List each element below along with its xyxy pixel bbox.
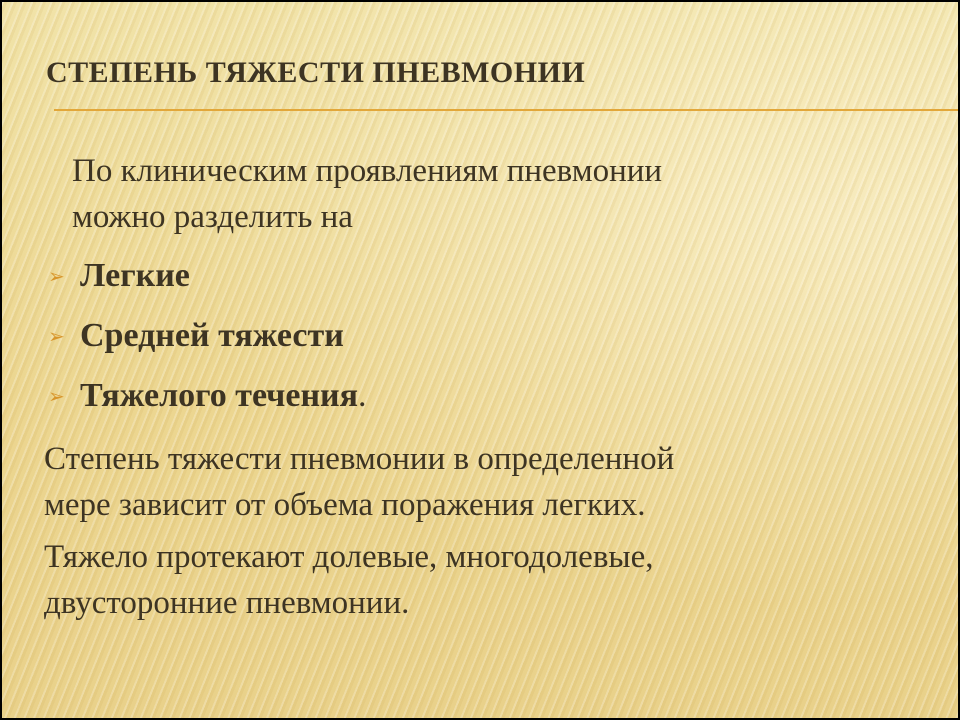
bullet-item-moderate bbox=[44, 310, 924, 370]
paragraph-severity-volume bbox=[44, 436, 924, 528]
bullet-label: Тяжелого течения bbox=[80, 377, 359, 414]
intro-text bbox=[44, 148, 924, 240]
bullet-item-mild bbox=[44, 250, 924, 310]
title-divider bbox=[54, 109, 958, 111]
paragraph-line-1: Степень тяжести пневмонии в определенной bbox=[44, 441, 675, 477]
intro-line-2: можно разделить на bbox=[72, 199, 353, 235]
chevron-right-icon: ➢ bbox=[48, 266, 65, 288]
slide bbox=[2, 2, 958, 718]
chevron-right-icon: ➢ bbox=[48, 326, 65, 348]
chevron-right-icon: ➢ bbox=[48, 386, 65, 408]
bullet-item-severe bbox=[44, 370, 924, 430]
slide-title: СТЕПЕНЬ ТЯЖЕСТИ ПНЕВМОНИИ bbox=[46, 56, 586, 89]
bullet-label: Легкие bbox=[80, 257, 190, 294]
paragraph-line-2: двусторонние пневмонии. bbox=[44, 585, 410, 621]
paragraph-line-1: Тяжело протекают долевые, многодолевые, bbox=[44, 539, 654, 575]
bullet-label: Средней тяжести bbox=[80, 317, 344, 354]
paragraph-line-2: мере зависит от объема поражения легких. bbox=[44, 487, 646, 523]
paragraph-severe-types bbox=[44, 534, 924, 626]
intro-line-1: По клиническим проявлениям пневмонии bbox=[72, 153, 663, 189]
bullet-suffix: . bbox=[358, 377, 367, 414]
slide-body bbox=[44, 148, 924, 626]
